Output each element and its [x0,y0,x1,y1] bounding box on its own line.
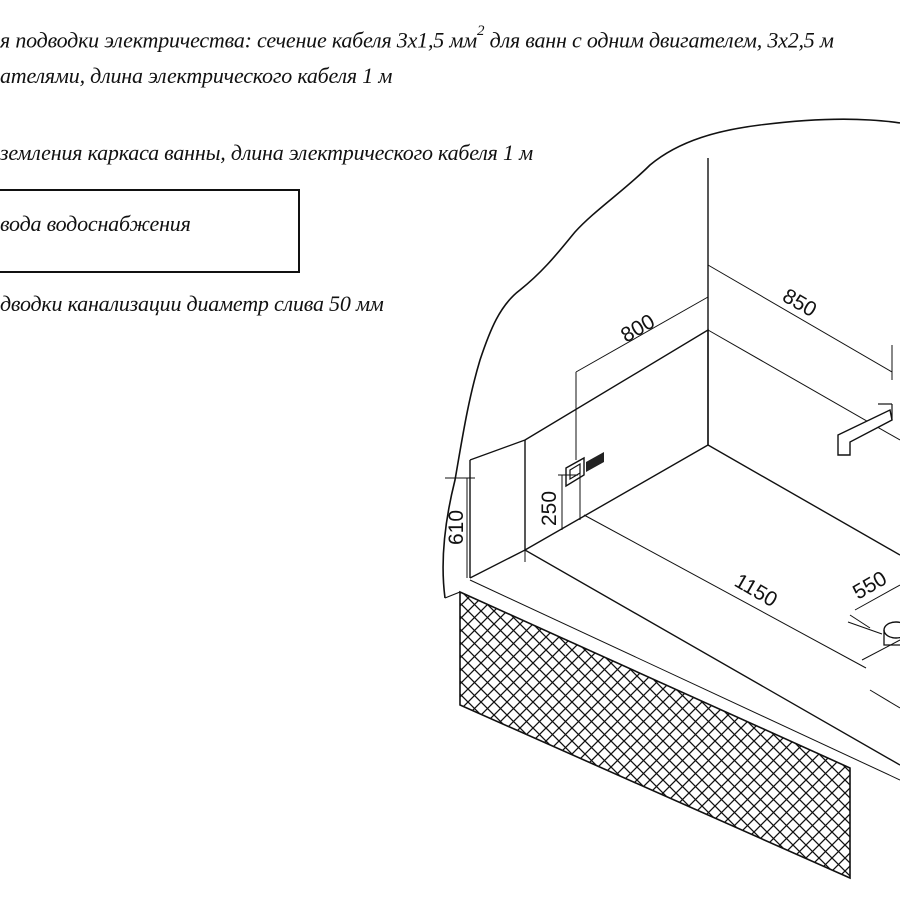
dim-850-line [708,265,892,372]
grounding-note: земления каркаса ванны, длина электрического кабеля 1 м [0,140,533,165]
dim-1150-line [584,515,866,668]
wall-outline [443,119,900,598]
electric-note-superscript: 2 [477,23,485,39]
electric-note-part-b: для ванн с одним двигателем, 3х2,5 м [484,27,834,53]
drain-note: дводки канализации диаметр слива 50 мм [0,291,384,316]
dim-800-label: 800 [617,309,659,348]
drain-fitting-icon [848,622,900,645]
water-supply-note: вода водоснабжения [0,211,191,236]
dim-550-label: 550 [849,566,891,605]
water-spout-icon [838,404,892,455]
electric-note-part-a: я подводки электричества: сечение кабеля 3х1,5 мм [0,27,478,53]
dim-850-label: 850 [778,284,821,322]
dim-250-label: 250 [538,490,561,526]
electric-note-line2: ателями, длина электрического кабеля 1 м [0,63,393,88]
dim-1150-label: 1150 [730,569,782,612]
dim-610-label: 610 [445,509,468,545]
right-wall-bottom [708,445,900,555]
electrical-socket-icon [566,452,604,486]
front-panel-mesh [460,592,850,878]
left-wall-box [525,330,708,445]
